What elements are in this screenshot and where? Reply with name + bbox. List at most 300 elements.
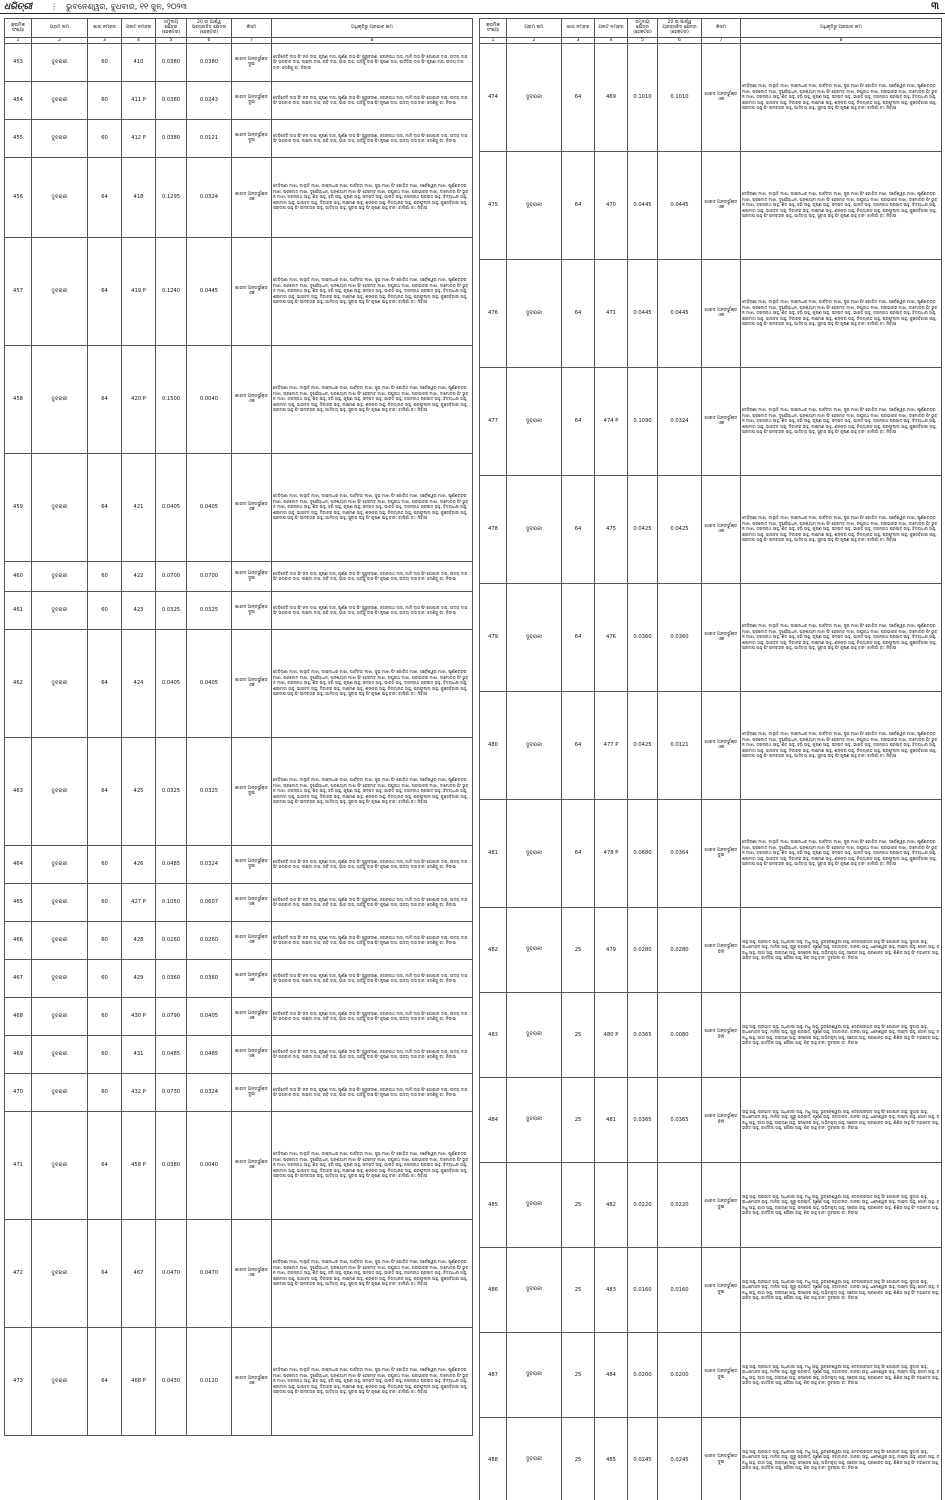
plot-number: 470 (595, 151, 628, 259)
proposed-area: 0.0405 (187, 997, 232, 1035)
total-area: 0.0700 (156, 561, 187, 591)
village-name: ଦୁବରାକୀ (507, 1332, 562, 1417)
page-number: ୩ (931, 1, 939, 12)
khata-number: 64 (88, 345, 122, 453)
table-row (480, 43, 942, 151)
serial-number: 468 (5, 997, 32, 1035)
khata-number: 60 (88, 1073, 122, 1111)
column-number: 6 (658, 37, 702, 43)
khata-number: 25 (562, 992, 595, 1077)
serial-number: 486 (480, 1247, 507, 1332)
plot-number: 481 (595, 1077, 628, 1162)
village-name: ଦୁବରାକୀ (507, 1417, 562, 1500)
owner-names: ସାହୁ ସାହୁ, ପ୍ରଭାତ ସାହୁ, ଅଧିକାରୀ ସାହୁ, ମଧୁ ସାହୁ, ଭୁବନେଶ୍ୱରୀ ସାହୁ, ଦେବୀପ୍ରସାଦ ସାହୁ ପିଂ ଗୋପାଳ ସାହୁ, ସୁଜାତା ସାହୁ, ରାଧାମୋହନ ସାହୁ, ମାଳିକ ସାହୁ, ଗୁରୁ ପ୍ରସାଦ, ପୂର୍ଣ୍ଣ ସାହୁ, ଜଗଦାନନ୍ଦ, ଜାନକୀ ସାହୁ, ଧନେଶ୍ୱର ସାହୁ, ଲକ୍ଷ୍ମୀ ସାହୁ, ସୋମ ସାହୁ, ବନ୍ଧୁ ସାହୁ, ଗୀତା ସାହୁ, ନାରାୟଣ ସାହୁ, ସନ୍ତୋଷ ସାହୁ, ଅଭିମନ୍ୟୁ ସାହୁ, ସରୋଜ ସାହୁ, ପ୍ରଶାନ୍ତ ସାହୁ, ଶିଶିର ସାହୁ ପିଂ ମହାଦେବ ସାହୁ, ଭରତ ସାହୁ, କାର୍ତ୍ତିକ ସାହୁ, ଗୌରୀ ସାହୁ, ଶିବ ସାହୁ ବାନ: ଦୁବରାକୀ ବା: ନିବାସୀ (741, 1162, 942, 1247)
owner-names: ଦେବିରାଣୀ ମାଝୀ, ମାଲୁତି ମାଝୀ, ଲକ୍ଷ୍ମୀଧର ମାଝୀ, ପାର୍ବ୍ବତୀ ମାଝୀ, ସୁଭ ମାଝୀ ପିଂ ଗୋବିନ୍ଦ ମାଝୀ, ସର୍ବେଶ୍ୱର ମାଝୀ, ପୂର୍ଣ୍ଣଚନ୍ଦ୍ର ମାଝୀ, ପ୍ରମୋଦ ମାଝୀ, ଦୁର୍ଯ୍ୟୋଧନ, ଘନଶ୍ୟାମ ମାଝୀ ପିଂ ହେରମ୍ବ ମାଝୀ, ରଘୁନାଥ ମାଝୀ, ପ୍ରଭାକର ମାଝୀ, ଦାମୋଦର ପିଂ ଭୁବନ ମାଝୀ, ଜଗନ୍ନାଥ ସାହୁ, ଶିବ ସାହୁ, ହରି ସାହୁ, କୃଷ୍ଣ ସାହୁ, ସମ୍ପଦ ସାହୁ, ଭାରତ ସାହୁ, ଜଗନ୍ନାଥ ପ୍ରସାଦ ସାହୁ, ବିଦ୍ୟାଧର ସାହୁ, ଶ୍ରୀମତୀ ସାହୁ, ଭାଗବତ ସାହୁ, ଦିବାକର ସାହୁ, ଲକ୍ଷ୍ମଣ ସାହୁ, ଶଙ୍କର ସାହୁ, ନିତ୍ୟାନନ୍ଦ ସାହୁ, ପ୍ରଫୁଲ୍ଲ ସାହୁ, କୁଞ୍ଜବିହାରୀ ସାହୁ, ପ୍ରଦୀପ ସାହୁ ପିଂ ରାମଚନ୍ଦ୍ର ସାହୁ, ଆଦିତ୍ୟ ସାହୁ, ସୁବାସ ସାହୁ ପିଂ କୃଷ୍ଣ ସାହୁ ବାନ: ବାଲିଗାଁ ବା: ନିବାସୀ (272, 1327, 473, 1435)
total-area: 0.0360 (628, 583, 658, 691)
total-area: 0.0380 (156, 1111, 187, 1219)
plot-number: 421 (122, 453, 156, 561)
proposed-area: 0.0405 (187, 629, 232, 737)
proposed-area: 0.0485 (187, 1035, 232, 1073)
total-area: 0.0260 (156, 921, 187, 959)
proposed-area: 0.0243 (187, 81, 232, 119)
serial-number: 473 (5, 1327, 32, 1435)
table-row (5, 1327, 473, 1435)
serial-number: 464 (5, 845, 32, 883)
table-row (5, 157, 473, 237)
khata-number: 60 (88, 959, 122, 997)
village-name: ଦୁବରାକୀ (507, 43, 562, 151)
dateline: ଭୁବନେଶ୍ୱର, ବୁଧବାର, ୧୧ ଜୁନ, ୨୦୨୩ (66, 1, 187, 11)
village-name: ଦୁବରାକୀ (507, 1077, 562, 1162)
land-class: ଶାରଦ ଅନ୍ତର୍ଭୁକ୍ତ ଦୁଇ (232, 43, 272, 81)
plot-number: 477 P (595, 691, 628, 799)
proposed-area: 0.0405 (187, 453, 232, 561)
plot-number: 428 (122, 921, 156, 959)
village-name: ଦୁବରାକୀ (507, 992, 562, 1077)
owner-names: ଦେବିଦେବି ଦାସ ପିଂ ନନ ଦାସ, କୃଷ୍ଣ ଦାସ, ପୂର୍ଣ୍ଣ ଦାସ ପିଂ ଗୁରୁଚରଣ, ଜଗନ୍ନାଥ ଦାସ, ମାନି ଦାସ ପିଂ ଗୋପାଳ ଦାସ, ଉଦୟ ଦାସ ପିଂ ଭଗବାନ ଦାସ, ଲକ୍ଷ୍ମୀ ଦାସ, ରବି ଦାସ, ଭାଗ ଦାସ, ଅର୍ଜ୍ଜୁ ଦାସ ପିଂ କୃଷ୍ଣ ଦାସ, ଉଦୟ ଦାସ ବାନ: ଦେଶିକୁ ବା: ନିବାସୀ (272, 591, 473, 629)
header-owners: ଅଧିକୃତିରୁ ପ୍ରଭାବ ନାମ (272, 19, 473, 38)
owner-names: ସାହୁ ସାହୁ, ପ୍ରଭାତ ସାହୁ, ଅଧିକାରୀ ସାହୁ, ମଧୁ ସାହୁ, ଭୁବନେଶ୍ୱରୀ ସାହୁ, ଦେବୀପ୍ରସାଦ ସାହୁ ପିଂ ଗୋପାଳ ସାହୁ, ସୁଜାତା ସାହୁ, ରାଧାମୋହନ ସାହୁ, ମାଳିକ ସାହୁ, ଗୁରୁ ପ୍ରସାଦ, ପୂର୍ଣ୍ଣ ସାହୁ, ଜଗଦାନନ୍ଦ, ଜାନକୀ ସାହୁ, ଧନେଶ୍ୱର ସାହୁ, ଲକ୍ଷ୍ମୀ ସାହୁ, ସୋମ ସାହୁ, ବନ୍ଧୁ ସାହୁ, ଗୀତା ସାହୁ, ନାରାୟଣ ସାହୁ, ସନ୍ତୋଷ ସାହୁ, ଅଭିମନ୍ୟୁ ସାହୁ, ସରୋଜ ସାହୁ, ପ୍ରଶାନ୍ତ ସାହୁ, ଶିଶିର ସାହୁ ପିଂ ମହାଦେବ ସାହୁ, ଭରତ ସାହୁ, କାର୍ତ୍ତିକ ସାହୁ, ଗୌରୀ ସାହୁ, ଶିବ ସାହୁ ବାନ: ଦୁବରାକୀ ବା: ନିବାସୀ (741, 907, 942, 992)
plot-number: 424 (122, 629, 156, 737)
column-number: 5 (628, 37, 658, 43)
newspaper-name: ଧରିତ୍ରୀ (4, 1, 33, 12)
table-row (5, 959, 473, 997)
total-area: 0.1050 (156, 883, 187, 921)
serial-number: 482 (480, 907, 507, 992)
village-name: ଦୁବରାକୀ (32, 157, 88, 237)
village-name: ଦୁବରାକୀ (32, 1219, 88, 1327)
khata-number: 25 (562, 907, 595, 992)
khata-number: 60 (88, 1035, 122, 1073)
proposed-area: 0.0324 (658, 367, 702, 475)
khata-number: 60 (88, 997, 122, 1035)
land-class: ଶାରଦ ଅନ୍ତର୍ଭୁକ୍ତ ଏକ (232, 1035, 272, 1073)
column-number: 8 (272, 37, 473, 43)
table-row (5, 43, 473, 81)
table-row (5, 237, 473, 345)
khata-number: 64 (562, 151, 595, 259)
column-number: 3 (88, 37, 122, 43)
table-row (480, 691, 942, 799)
khata-number: 60 (88, 43, 122, 81)
village-name: ଦୁବରାକୀ (32, 1035, 88, 1073)
column-number: 3 (562, 37, 595, 43)
total-area: 0.0380 (156, 43, 187, 81)
village-name: ଦୁବରାକୀ (507, 367, 562, 475)
total-area: 0.1010 (628, 43, 658, 151)
land-class: ଶାରଦ ଅନ୍ତର୍ଭୁକ୍ତ ତିନି (702, 1077, 741, 1162)
khata-number: 64 (88, 1219, 122, 1327)
plot-number: 474 P (595, 367, 628, 475)
serial-number: 458 (5, 345, 32, 453)
proposed-area: 0.0324 (187, 1073, 232, 1111)
village-name: ଦୁବରାକୀ (32, 997, 88, 1035)
column-header-row (5, 19, 473, 38)
proposed-area: 0.0360 (187, 959, 232, 997)
plot-number: 475 (595, 475, 628, 583)
header-total-area: ସମୁଦାୟ କ୍ଷେତ୍ର (ହେକ୍ଟର) (628, 19, 658, 38)
plot-number: 469 (595, 43, 628, 151)
total-area: 0.0470 (156, 1219, 187, 1327)
header-total-area: ସମୁଦାୟ କ୍ଷେତ୍ର (ହେକ୍ଟର) (156, 19, 187, 38)
owner-names: ଦେବିରାଣୀ ମାଝୀ, ମାଲୁତି ମାଝୀ, ଲକ୍ଷ୍ମୀଧର ମାଝୀ, ପାର୍ବ୍ବତୀ ମାଝୀ, ସୁଭ ମାଝୀ ପିଂ ଗୋବିନ୍ଦ ମାଝୀ, ସର୍ବେଶ୍ୱର ମାଝୀ, ପୂର୍ଣ୍ଣଚନ୍ଦ୍ର ମାଝୀ, ପ୍ରମୋଦ ମାଝୀ, ଦୁର୍ଯ୍ୟୋଧନ, ଘନଶ୍ୟାମ ମାଝୀ ପିଂ ହେରମ୍ବ ମାଝୀ, ରଘୁନାଥ ମାଝୀ, ପ୍ରଭାକର ମାଝୀ, ଦାମୋଦର ପିଂ ଭୁବନ ମାଝୀ, ଜଗନ୍ନାଥ ସାହୁ, ଶିବ ସାହୁ, ହରି ସାହୁ, କୃଷ୍ଣ ସାହୁ, ସମ୍ପଦ ସାହୁ, ଭାରତ ସାହୁ, ଜଗନ୍ନାଥ ପ୍ରସାଦ ସାହୁ, ବିଦ୍ୟାଧର ସାହୁ, ଶ୍ରୀମତୀ ସାହୁ, ଭାଗବତ ସାହୁ, ଦିବାକର ସାହୁ, ଲକ୍ଷ୍ମଣ ସାହୁ, ଶଙ୍କର ସାହୁ, ନିତ୍ୟାନନ୍ଦ ସାହୁ, ପ୍ରଫୁଲ୍ଲ ସାହୁ, କୁଞ୍ଜବିହାରୀ ସାହୁ, ପ୍ରଦୀପ ସାହୁ ପିଂ ରାମଚନ୍ଦ୍ର ସାହୁ, ଆଦିତ୍ୟ ସାହୁ, ସୁବାସ ସାହୁ ପିଂ କୃଷ୍ଣ ସାହୁ ବାନ: ବାଲିଗାଁ ବା: ନିବାସୀ (741, 151, 942, 259)
plot-number: 432 P (122, 1073, 156, 1111)
khata-number: 64 (88, 629, 122, 737)
land-class: ଶାରଦ ଅନ୍ତର୍ଭୁକ୍ତ ଦୁଇ (702, 1162, 741, 1247)
khata-number: 25 (562, 1417, 595, 1500)
serial-number: 469 (5, 1035, 32, 1073)
land-class: ଶାରଦ ଅନ୍ତର୍ଭୁକ୍ତ ଦୁଇ (702, 1332, 741, 1417)
owner-names: ଦେବିରାଣୀ ମାଝୀ, ମାଲୁତି ମାଝୀ, ଲକ୍ଷ୍ମୀଧର ମାଝୀ, ପାର୍ବ୍ବତୀ ମାଝୀ, ସୁଭ ମାଝୀ ପିଂ ଗୋବିନ୍ଦ ମାଝୀ, ସର୍ବେଶ୍ୱର ମାଝୀ, ପୂର୍ଣ୍ଣଚନ୍ଦ୍ର ମାଝୀ, ପ୍ରମୋଦ ମାଝୀ, ଦୁର୍ଯ୍ୟୋଧନ, ଘନଶ୍ୟାମ ମାଝୀ ପିଂ ହେରମ୍ବ ମାଝୀ, ରଘୁନାଥ ମାଝୀ, ପ୍ରଭାକର ମାଝୀ, ଦାମୋଦର ପିଂ ଭୁବନ ମାଝୀ, ଜଗନ୍ନାଥ ସାହୁ, ଶିବ ସାହୁ, ହରି ସାହୁ, କୃଷ୍ଣ ସାହୁ, ସମ୍ପଦ ସାହୁ, ଭାରତ ସାହୁ, ଜଗନ୍ନାଥ ପ୍ରସାଦ ସାହୁ, ବିଦ୍ୟାଧର ସାହୁ, ଶ୍ରୀମତୀ ସାହୁ, ଭାଗବତ ସାହୁ, ଦିବାକର ସାହୁ, ଲକ୍ଷ୍ମଣ ସାହୁ, ଶଙ୍କର ସାହୁ, ନିତ୍ୟାନନ୍ଦ ସାହୁ, ପ୍ରଫୁଲ୍ଲ ସାହୁ, କୁଞ୍ଜବିହାରୀ ସାହୁ, ପ୍ରଦୀପ ସାହୁ ପିଂ ରାମଚନ୍ଦ୍ର ସାହୁ, ଆଦିତ୍ୟ ସାହୁ, ସୁବାସ ସାହୁ ପିଂ କୃଷ୍ଣ ସାହୁ ବାନ: ବାଲିଗାଁ ବା: ନିବାସୀ (272, 345, 473, 453)
land-class: ଶାରଦ ଅନ୍ତର୍ଭୁକ୍ତ ଏକ (232, 883, 272, 921)
serial-number: 463 (5, 737, 32, 845)
plot-number: 410 (122, 43, 156, 81)
total-area: 0.0380 (156, 119, 187, 157)
land-class: ଶାରଦ ଅନ୍ତର୍ଭୁକ୍ତ ଏକ (232, 921, 272, 959)
serial-number: 481 (480, 799, 507, 907)
proposed-area: 0.0040 (187, 1111, 232, 1219)
owner-names: ଦେବିରାଣୀ ମାଝୀ, ମାଲୁତି ମାଝୀ, ଲକ୍ଷ୍ମୀଧର ମାଝୀ, ପାର୍ବ୍ବତୀ ମାଝୀ, ସୁଭ ମାଝୀ ପିଂ ଗୋବିନ୍ଦ ମାଝୀ, ସର୍ବେଶ୍ୱର ମାଝୀ, ପୂର୍ଣ୍ଣଚନ୍ଦ୍ର ମାଝୀ, ପ୍ରମୋଦ ମାଝୀ, ଦୁର୍ଯ୍ୟୋଧନ, ଘନଶ୍ୟାମ ମାଝୀ ପିଂ ହେରମ୍ବ ମାଝୀ, ରଘୁନାଥ ମାଝୀ, ପ୍ରଭାକର ମାଝୀ, ଦାମୋଦର ପିଂ ଭୁବନ ମାଝୀ, ଜଗନ୍ନାଥ ସାହୁ, ଶିବ ସାହୁ, ହରି ସାହୁ, କୃଷ୍ଣ ସାହୁ, ସମ୍ପଦ ସାହୁ, ଭାରତ ସାହୁ, ଜଗନ୍ନାଥ ପ୍ରସାଦ ସାହୁ, ବିଦ୍ୟାଧର ସାହୁ, ଶ୍ରୀମତୀ ସାହୁ, ଭାଗବତ ସାହୁ, ଦିବାକର ସାହୁ, ଲକ୍ଷ୍ମଣ ସାହୁ, ଶଙ୍କର ସାହୁ, ନିତ୍ୟାନନ୍ଦ ସାହୁ, ପ୍ରଫୁଲ୍ଲ ସାହୁ, କୁଞ୍ଜବିହାରୀ ସାହୁ, ପ୍ରଦୀପ ସାହୁ ପିଂ ରାମଚନ୍ଦ୍ର ସାହୁ, ଆଦିତ୍ୟ ସାହୁ, ସୁବାସ ସାହୁ ପିଂ କୃଷ୍ଣ ସାହୁ ବାନ: ବାଲିଗାଁ ବା: ନିବାସୀ (741, 691, 942, 799)
table-row (5, 737, 473, 845)
khata-number: 64 (562, 367, 595, 475)
header-owners: ଅଧିକୃତିରୁ ପ୍ରଭାବ ନାମ (741, 19, 942, 38)
land-class: ଶାରଦ ଅନ୍ତର୍ଭୁକ୍ତ ଏକ (232, 1111, 272, 1219)
masthead-separator: ⋮ (50, 2, 59, 11)
table-row (480, 151, 942, 259)
table-row (480, 799, 942, 907)
village-name: ଦୁବରାକୀ (507, 1162, 562, 1247)
total-area: 0.0380 (156, 81, 187, 119)
serial-number: 476 (480, 259, 507, 367)
header-khata: ଖାତା ନମ୍ବର (562, 19, 595, 38)
village-name: ଦୁବରାକୀ (32, 1111, 88, 1219)
plot-number: 422 (122, 561, 156, 591)
land-class: ଶାରଦ ଅନ୍ତର୍ଭୁକ୍ତ ଦୁଇ (232, 845, 272, 883)
land-class: ଶାରଦ ଅନ୍ତର୍ଭୁକ୍ତ ଦୁଇ (232, 737, 272, 845)
proposed-area: 0.0325 (187, 591, 232, 629)
land-class: ଶାରଦ ଅନ୍ତର୍ଭୁକ୍ତ ତିନି (702, 907, 741, 992)
proposed-area: 0.0360 (658, 583, 702, 691)
table-row (5, 591, 473, 629)
village-name: ଦୁବରାକୀ (32, 453, 88, 561)
total-area: 0.0425 (628, 691, 658, 799)
header-khata: ଖାତା ନମ୍ବର (88, 19, 122, 38)
owner-names: ଦେବିଦେବି ଦାସ ପିଂ ନନ ଦାସ, କୃଷ୍ଣ ଦାସ, ପୂର୍ଣ୍ଣ ଦାସ ପିଂ ଗୁରୁଚରଣ, ଜଗନ୍ନାଥ ଦାସ, ମାନି ଦାସ ପିଂ ଗୋପାଳ ଦାସ, ଉଦୟ ଦାସ ପିଂ ଭଗବାନ ଦାସ, ଲକ୍ଷ୍ମୀ ଦାସ, ରବି ଦାସ, ଭାଗ ଦାସ, ଅର୍ଜ୍ଜୁ ଦାସ ପିଂ କୃଷ୍ଣ ଦାସ, ଉଦୟ ଦାସ ବାନ: ଦେଶିକୁ ବା: ନିବାସୀ (272, 561, 473, 591)
khata-number: 25 (562, 1247, 595, 1332)
village-name: ଦୁବରାକୀ (507, 583, 562, 691)
plot-number: 478 P (595, 799, 628, 907)
table-row (5, 845, 473, 883)
table-row (480, 475, 942, 583)
owner-names: ଦେବିଦେବି ଦାସ ପିଂ ନନ ଦାସ, କୃଷ୍ଣ ଦାସ, ପୂର୍ଣ୍ଣ ଦାସ ପିଂ ଗୁରୁଚରଣ, ଜଗନ୍ନାଥ ଦାସ, ମାନି ଦାସ ପିଂ ଗୋପାଳ ଦାସ, ଉଦୟ ଦାସ ପିଂ ଭଗବାନ ଦାସ, ଲକ୍ଷ୍ମୀ ଦାସ, ରବି ଦାସ, ଭାଗ ଦାସ, ଅର୍ଜ୍ଜୁ ଦାସ ପିଂ କୃଷ୍ଣ ଦାସ, କାର୍ତ୍ତିକ ଦାସ ପିଂ କୃଷ୍ଣ ଦାସ, ଉଦୟ ଦାସ ବାନ: ଦେଶିକୁ ବା: ନିବାସୀ (272, 43, 473, 81)
khata-number: 60 (88, 845, 122, 883)
village-name: ଦୁବରାକୀ (32, 345, 88, 453)
header-land-class: କିସମ (702, 19, 741, 38)
column-number: 6 (187, 37, 232, 43)
khata-number: 60 (88, 591, 122, 629)
table-row (480, 992, 942, 1077)
land-class: ଶାରଦ ଅନ୍ତର୍ଭୁକ୍ତ ଏକ (232, 959, 272, 997)
proposed-area: 0.0364 (658, 799, 702, 907)
table-row (480, 583, 942, 691)
village-name: ଦୁବରାକୀ (32, 237, 88, 345)
column-number: 1 (5, 37, 32, 43)
serial-number: 462 (5, 629, 32, 737)
village-name: ଦୁବରାକୀ (32, 119, 88, 157)
serial-number: 471 (5, 1111, 32, 1219)
serial-number: 479 (480, 583, 507, 691)
proposed-area: 0.0445 (658, 259, 702, 367)
owner-names: ଦେବିଦେବି ଦାସ ପିଂ ନନ ଦାସ, କୃଷ୍ଣ ଦାସ, ପୂର୍ଣ୍ଣ ଦାସ ପିଂ ଗୁରୁଚରଣ, ଜଗନ୍ନାଥ ଦାସ, ମାନି ଦାସ ପିଂ ଗୋପାଳ ଦାସ, ଉଦୟ ଦାସ ପିଂ ଭଗବାନ ଦାସ, ଲକ୍ଷ୍ମୀ ଦାସ, ରବି ଦାସ, ଭାଗ ଦାସ, ଅର୍ଜ୍ଜୁ ଦାସ ପିଂ କୃଷ୍ଣ ଦାସ, ଉଦୟ ଦାସ ବାନ: ଦେଶିକୁ ବା: ନିବାସୀ (272, 959, 473, 997)
owner-names: ଦେବିରାଣୀ ମାଝୀ, ମାଲୁତି ମାଝୀ, ଲକ୍ଷ୍ମୀଧର ମାଝୀ, ପାର୍ବ୍ବତୀ ମାଝୀ, ସୁଭ ମାଝୀ ପିଂ ଗୋବିନ୍ଦ ମାଝୀ, ସର୍ବେଶ୍ୱର ମାଝୀ, ପୂର୍ଣ୍ଣଚନ୍ଦ୍ର ମାଝୀ, ପ୍ରମୋଦ ମାଝୀ, ଦୁର୍ଯ୍ୟୋଧନ, ଘନଶ୍ୟାମ ମାଝୀ ପିଂ ହେରମ୍ବ ମାଝୀ, ରଘୁନାଥ ମାଝୀ, ପ୍ରଭାକର ମାଝୀ, ଦାମୋଦର ପିଂ ଭୁବନ ମାଝୀ, ଜଗନ୍ନାଥ ସାହୁ, ଶିବ ସାହୁ, ହରି ସାହୁ, କୃଷ୍ଣ ସାହୁ, ସମ୍ପଦ ସାହୁ, ଭାରତ ସାହୁ, ଜଗନ୍ନାଥ ପ୍ରସାଦ ସାହୁ, ବିଦ୍ୟାଧର ସାହୁ, ଶ୍ରୀମତୀ ସାହୁ, ଭାଗବତ ସାହୁ, ଦିବାକର ସାହୁ, ଲକ୍ଷ୍ମଣ ସାହୁ, ଶଙ୍କର ସାହୁ, ନିତ୍ୟାନନ୍ଦ ସାହୁ, ପ୍ରଫୁଲ୍ଲ ସାହୁ, କୁଞ୍ଜବିହାରୀ ସାହୁ, ପ୍ରଦୀପ ସାହୁ ପିଂ ରାମଚନ୍ଦ୍ର ସାହୁ, ଆଦିତ୍ୟ ସାହୁ, ସୁବାସ ସାହୁ ପିଂ କୃଷ୍ଣ ସାହୁ ବାନ: ବାଲିଗାଁ ବା: ନିବାସୀ (741, 259, 942, 367)
total-area: 0.0485 (156, 845, 187, 883)
village-name: ଦୁବରାକୀ (32, 629, 88, 737)
total-area: 0.0160 (628, 1247, 658, 1332)
serial-number: 454 (5, 81, 32, 119)
land-class: ଶାରଦ ଅନ୍ତର୍ଭୁକ୍ତ ଦୁଇ (232, 119, 272, 157)
proposed-area: 0.0245 (658, 1417, 702, 1500)
village-name: ଦୁବରାକୀ (507, 1247, 562, 1332)
total-area: 0.0325 (156, 737, 187, 845)
land-acquisition-table-left (4, 18, 473, 1436)
owner-names: ଦେବିଦେବି ଦାସ ପିଂ ନନ ଦାସ, କୃଷ୍ଣ ଦାସ, ପୂର୍ଣ୍ଣ ଦାସ ପିଂ ଗୁରୁଚରଣ, ଜଗନ୍ନାଥ ଦାସ, ମାନି ଦାସ ପିଂ ଗୋପାଳ ଦାସ, ଉଦୟ ଦାସ ପିଂ ଭଗବାନ ଦାସ, ଲକ୍ଷ୍ମୀ ଦାସ, ରବି ଦାସ, ଭାଗ ଦାସ, ଅର୍ଜ୍ଜୁ ଦାସ ପିଂ କୃଷ୍ଣ ଦାସ, ଉଦୟ ଦାସ ବାନ: ଦେଶିକୁ ବା: ନିବାସୀ (272, 81, 473, 119)
proposed-area: 0.0445 (187, 237, 232, 345)
plot-number: 471 (595, 259, 628, 367)
owner-names: ଦେବିରାଣୀ ମାଝୀ, ମାଲୁତି ମାଝୀ, ଲକ୍ଷ୍ମୀଧର ମାଝୀ, ପାର୍ବ୍ବତୀ ମାଝୀ, ସୁଭ ମାଝୀ ପିଂ ଗୋବିନ୍ଦ ମାଝୀ, ସର୍ବେଶ୍ୱର ମାଝୀ, ପୂର୍ଣ୍ଣଚନ୍ଦ୍ର ମାଝୀ, ପ୍ରମୋଦ ମାଝୀ, ଦୁର୍ଯ୍ୟୋଧନ, ଘନଶ୍ୟାମ ମାଝୀ ପିଂ ହେରମ୍ବ ମାଝୀ, ରଘୁନାଥ ମାଝୀ, ପ୍ରଭାକର ମାଝୀ, ଦାମୋଦର ପିଂ ଭୁବନ ମାଝୀ, ଜଗନ୍ନାଥ ସାହୁ, ଶିବ ସାହୁ, ହରି ସାହୁ, କୃଷ୍ଣ ସାହୁ, ସମ୍ପଦ ସାହୁ, ଭାରତ ସାହୁ, ଜଗନ୍ନାଥ ପ୍ରସାଦ ସାହୁ, ବିଦ୍ୟାଧର ସାହୁ, ଶ୍ରୀମତୀ ସାହୁ, ଭାଗବତ ସାହୁ, ଦିବାକର ସାହୁ, ଲକ୍ଷ୍ମଣ ସାହୁ, ଶଙ୍କର ସାହୁ, ନିତ୍ୟାନନ୍ଦ ସାହୁ, ପ୍ରଫୁଲ୍ଲ ସାହୁ, କୁଞ୍ଜବିହାରୀ ସାହୁ, ପ୍ରଦୀପ ସାହୁ ପିଂ ରାମଚନ୍ଦ୍ର ସାହୁ, ଆଦିତ୍ୟ ସାହୁ, ସୁବାସ ସାହୁ ପିଂ କୃଷ୍ଣ ସାହୁ ବାନ: ବାଲିଗାଁ ବା: ନିବାସୀ (741, 799, 942, 907)
table-row (480, 1332, 942, 1417)
khata-number: 25 (562, 1162, 595, 1247)
proposed-area: 0.0121 (187, 119, 232, 157)
khata-number: 64 (562, 43, 595, 151)
khata-number: 64 (88, 1111, 122, 1219)
proposed-area: 0.0425 (658, 475, 702, 583)
total-area: 0.0365 (628, 1077, 658, 1162)
village-name: ଦୁବରାକୀ (507, 799, 562, 907)
plot-number: 468 P (122, 1327, 156, 1435)
total-area: 0.1090 (628, 367, 658, 475)
total-area: 0.0425 (628, 475, 658, 583)
land-class: ଶାରଦ ଅନ୍ତର୍ଭୁକ୍ତ ଦୁଇ (702, 1417, 741, 1500)
table-row (480, 907, 942, 992)
header-plot: ପ୍ଲଟ ନମ୍ବର (122, 19, 156, 38)
owner-names: ସାହୁ ସାହୁ, ପ୍ରଭାତ ସାହୁ, ଅଧିକାରୀ ସାହୁ, ମଧୁ ସାହୁ, ଭୁବନେଶ୍ୱରୀ ସାହୁ, ଦେବୀପ୍ରସାଦ ସାହୁ ପିଂ ଗୋପାଳ ସାହୁ, ସୁଜାତା ସାହୁ, ରାଧାମୋହନ ସାହୁ, ମାଳିକ ସାହୁ, ଗୁରୁ ପ୍ରସାଦ, ପୂର୍ଣ୍ଣ ସାହୁ, ଜଗଦାନନ୍ଦ, ଜାନକୀ ସାହୁ, ଧନେଶ୍ୱର ସାହୁ, ଲକ୍ଷ୍ମୀ ସାହୁ, ସୋମ ସାହୁ, ବନ୍ଧୁ ସାହୁ, ଗୀତା ସାହୁ, ନାରାୟଣ ସାହୁ, ସନ୍ତୋଷ ସାହୁ, ଅଭିମନ୍ୟୁ ସାହୁ, ସରୋଜ ସାହୁ, ପ୍ରଶାନ୍ତ ସାହୁ, ଶିଶିର ସାହୁ ପିଂ ମହାଦେବ ସାହୁ, ଭରତ ସାହୁ, କାର୍ତ୍ତିକ ସାହୁ, ଗୌରୀ ସାହୁ, ଶିବ ସାହୁ ବାନ: ଦୁବରାକୀ ବା: ନିବାସୀ (741, 1332, 942, 1417)
column-number: 7 (232, 37, 272, 43)
plot-number: 458 P (122, 1111, 156, 1219)
land-class: ଶାରଦ ଅନ୍ତର୍ଭୁକ୍ତ ଏକ (702, 259, 741, 367)
header-proposed-area: 20 ଉ ପାର୍ଶ୍ୱ ପ୍ରସ୍ତାବିତ କ୍ଷେତ୍ର (ହେକ୍ଟର) (187, 19, 232, 38)
proposed-area: 0.0200 (658, 1332, 702, 1417)
village-name: ଦୁବରାକୀ (507, 151, 562, 259)
khata-number: 60 (88, 561, 122, 591)
proposed-area: 0.0470 (187, 1219, 232, 1327)
land-class: ଶାରଦ ଅନ୍ତର୍ଭୁକ୍ତ ଦୁଇ (232, 81, 272, 119)
proposed-area: 0.0324 (187, 845, 232, 883)
serial-number: 475 (480, 151, 507, 259)
land-class: ଶାରଦ ଅନ୍ତର୍ଭୁକ୍ତ ଏକ (702, 475, 741, 583)
serial-number: 456 (5, 157, 32, 237)
owner-names: ଦେବିଦେବି ଦାସ ପିଂ ନନ ଦାସ, କୃଷ୍ଣ ଦାସ, ପୂର୍ଣ୍ଣ ଦାସ ପିଂ ଗୁରୁଚରଣ, ଜଗନ୍ନାଥ ଦାସ, ମାନି ଦାସ ପିଂ ଗୋପାଳ ଦାସ, ଉଦୟ ଦାସ ପିଂ ଭଗବାନ ଦାସ, ଲକ୍ଷ୍ମୀ ଦାସ, ରବି ଦାସ, ଭାଗ ଦାସ, ଅର୍ଜ୍ଜୁ ଦାସ ପିଂ କୃଷ୍ଣ ଦାସ, ଉଦୟ ଦାସ ବାନ: ଦେଶିକୁ ବା: ନିବାସୀ (272, 997, 473, 1035)
column-header-row (480, 19, 942, 38)
owner-names: ଦେବିରାଣୀ ମାଝୀ, ମାଲୁତି ମାଝୀ, ଲକ୍ଷ୍ମୀଧର ମାଝୀ, ପାର୍ବ୍ବତୀ ମାଝୀ, ସୁଭ ମାଝୀ ପିଂ ଗୋବିନ୍ଦ ମାଝୀ, ସର୍ବେଶ୍ୱର ମାଝୀ, ପୂର୍ଣ୍ଣଚନ୍ଦ୍ର ମାଝୀ, ପ୍ରମୋଦ ମାଝୀ, ଦୁର୍ଯ୍ୟୋଧନ, ଘନଶ୍ୟାମ ମାଝୀ ପିଂ ହେରମ୍ବ ମାଝୀ, ରଘୁନାଥ ମାଝୀ, ପ୍ରଭାକର ମାଝୀ, ଦାମୋଦର ପିଂ ଭୁବନ ମାଝୀ, ଜଗନ୍ନାଥ ସାହୁ, ଶିବ ସାହୁ, ହରି ସାହୁ, କୃଷ୍ଣ ସାହୁ, ସମ୍ପଦ ସାହୁ, ଭାରତ ସାହୁ, ଜଗନ୍ନାଥ ପ୍ରସାଦ ସାହୁ, ବିଦ୍ୟାଧର ସାହୁ, ଶ୍ରୀମତୀ ସାହୁ, ଭାଗବତ ସାହୁ, ଦିବାକର ସାହୁ, ଲକ୍ଷ୍ମଣ ସାହୁ, ଶଙ୍କର ସାହୁ, ନିତ୍ୟାନନ୍ଦ ସାହୁ, ପ୍ରଫୁଲ୍ଲ ସାହୁ, କୁଞ୍ଜବିହାରୀ ସାହୁ, ପ୍ରଦୀପ ସାହୁ ପିଂ ରାମଚନ୍ଦ୍ର ସାହୁ, ଆଦିତ୍ୟ ସାହୁ, ସୁବାସ ସାହୁ ପିଂ କୃଷ୍ଣ ସାହୁ ବାନ: ବାଲିଗାଁ ବା: ନିବାସୀ (272, 453, 473, 561)
serial-number: 474 (480, 43, 507, 151)
owner-names: ଦେବିରାଣୀ ମାଝୀ, ମାଲୁତି ମାଝୀ, ଲକ୍ଷ୍ମୀଧର ମାଝୀ, ପାର୍ବ୍ବତୀ ମାଝୀ, ସୁଭ ମାଝୀ ପିଂ ଗୋବିନ୍ଦ ମାଝୀ, ସର୍ବେଶ୍ୱର ମାଝୀ, ପୂର୍ଣ୍ଣଚନ୍ଦ୍ର ମାଝୀ, ପ୍ରମୋଦ ମାଝୀ, ଦୁର୍ଯ୍ୟୋଧନ, ଘନଶ୍ୟାମ ମାଝୀ ପିଂ ହେରମ୍ବ ମାଝୀ, ରଘୁନାଥ ମାଝୀ, ପ୍ରଭାକର ମାଝୀ, ଦାମୋଦର ପିଂ ଭୁବନ ମାଝୀ, ଜଗନ୍ନାଥ ସାହୁ, ଶିବ ସାହୁ, ହରି ସାହୁ, କୃଷ୍ଣ ସାହୁ, ସମ୍ପଦ ସାହୁ, ଭାରତ ସାହୁ, ଜଗନ୍ନାଥ ପ୍ରସାଦ ସାହୁ, ବିଦ୍ୟାଧର ସାହୁ, ଶ୍ରୀମତୀ ସାହୁ, ଭାଗବତ ସାହୁ, ଦିବାକର ସାହୁ, ଲକ୍ଷ୍ମଣ ସାହୁ, ଶଙ୍କର ସାହୁ, ନିତ୍ୟାନନ୍ଦ ସାହୁ, ପ୍ରଫୁଲ୍ଲ ସାହୁ, କୁଞ୍ଜବିହାରୀ ସାହୁ, ପ୍ରଦୀପ ସାହୁ ପିଂ ରାମଚନ୍ଦ୍ର ସାହୁ, ଆଦିତ୍ୟ ସାହୁ, ସୁବାସ ସାହୁ ପିଂ କୃଷ୍ଣ ସାହୁ ବାନ: ବାଲିଗାଁ ବା: ନିବାସୀ (741, 367, 942, 475)
serial-number: 480 (480, 691, 507, 799)
khata-number: 60 (88, 921, 122, 959)
plot-number: 427 P (122, 883, 156, 921)
proposed-area: 0.0040 (187, 345, 232, 453)
land-class: ଶାରଦ ଅନ୍ତର୍ଭୁକ୍ତ ଏକ (232, 157, 272, 237)
owner-names: ଦେବିରାଣୀ ମାଝୀ, ମାଲୁତି ମାଝୀ, ଲକ୍ଷ୍ମୀଧର ମାଝୀ, ପାର୍ବ୍ବତୀ ମାଝୀ, ସୁଭ ମାଝୀ ପିଂ ଗୋବିନ୍ଦ ମାଝୀ, ସର୍ବେଶ୍ୱର ମାଝୀ, ପୂର୍ଣ୍ଣଚନ୍ଦ୍ର ମାଝୀ, ପ୍ରମୋଦ ମାଝୀ, ଦୁର୍ଯ୍ୟୋଧନ, ଘନଶ୍ୟାମ ମାଝୀ ପିଂ ହେରମ୍ବ ମାଝୀ, ରଘୁନାଥ ମାଝୀ, ପ୍ରଭାକର ମାଝୀ, ଦାମୋଦର ପିଂ ଭୁବନ ମାଝୀ, ଜଗନ୍ନାଥ ସାହୁ, ଶିବ ସାହୁ, ହରି ସାହୁ, କୃଷ୍ଣ ସାହୁ, ସମ୍ପଦ ସାହୁ, ଭାରତ ସାହୁ, ଜଗନ୍ନାଥ ପ୍ରସାଦ ସାହୁ, ବିଦ୍ୟାଧର ସାହୁ, ଶ୍ରୀମତୀ ସାହୁ, ଭାଗବତ ସାହୁ, ଦିବାକର ସାହୁ, ଲକ୍ଷ୍ମଣ ସାହୁ, ଶଙ୍କର ସାହୁ, ନିତ୍ୟାନନ୍ଦ ସାହୁ, ପ୍ରଫୁଲ୍ଲ ସାହୁ, କୁଞ୍ଜବିହାରୀ ସାହୁ, ପ୍ରଦୀପ ସାହୁ ପିଂ ରାମଚନ୍ଦ୍ର ସାହୁ, ଆଦିତ୍ୟ ସାହୁ, ସୁବାସ ସାହୁ ପିଂ କୃଷ୍ଣ ସାହୁ ବାନ: ବାଲିଗାଁ ବା: ନିବାସୀ (272, 1219, 473, 1327)
owner-names: ସାହୁ ସାହୁ, ପ୍ରଭାତ ସାହୁ, ଅଧିକାରୀ ସାହୁ, ମଧୁ ସାହୁ, ଭୁବନେଶ୍ୱରୀ ସାହୁ, ଦେବୀପ୍ରସାଦ ସାହୁ ପିଂ ଗୋପାଳ ସାହୁ, ସୁଜାତା ସାହୁ, ରାଧାମୋହନ ସାହୁ, ମାଳିକ ସାହୁ, ଗୁରୁ ପ୍ରସାଦ, ପୂର୍ଣ୍ଣ ସାହୁ, ଜଗଦାନନ୍ଦ, ଜାନକୀ ସାହୁ, ଧନେଶ୍ୱର ସାହୁ, ଲକ୍ଷ୍ମୀ ସାହୁ, ସୋମ ସାହୁ, ବନ୍ଧୁ ସାହୁ, ଗୀତା ସାହୁ, ନାରାୟଣ ସାହୁ, ସନ୍ତୋଷ ସାହୁ, ଅଭିମନ୍ୟୁ ସାହୁ, ସରୋଜ ସାହୁ, ପ୍ରଶାନ୍ତ ସାହୁ, ଶିଶିର ସାହୁ ପିଂ ମହାଦେବ ସାହୁ, ଭରତ ସାହୁ, କାର୍ତ୍ତିକ ସାହୁ, ଗୌରୀ ସାହୁ, ଶିବ ସାହୁ ବାନ: ଦୁବରାକୀ ବା: ନିବାସୀ (741, 1247, 942, 1332)
village-name: ଦୁବରାକୀ (507, 475, 562, 583)
village-name: ଦୁବରାକୀ (32, 43, 88, 81)
khata-number: 64 (562, 583, 595, 691)
table-row (480, 1162, 942, 1247)
owner-names: ଦେବିଦେବି ଦାସ ପିଂ ନନ ଦାସ, କୃଷ୍ଣ ଦାସ, ପୂର୍ଣ୍ଣ ଦାସ ପିଂ ଗୁରୁଚରଣ, ଜଗନ୍ନାଥ ଦାସ, ମାନି ଦାସ ପିଂ ଗୋପାଳ ଦାସ, ଉଦୟ ଦାସ ପିଂ ଭଗବାନ ଦାସ, ଲକ୍ଷ୍ମୀ ଦାସ, ରବି ଦାସ, ଭାଗ ଦାସ, ଅର୍ଜ୍ଜୁ ଦାସ ପିଂ କୃଷ୍ଣ ଦାସ, ଉଦୟ ଦାସ ବାନ: ଦେଶିକୁ ବା: ନିବାସୀ (272, 883, 473, 921)
masthead (0, 0, 945, 14)
total-area: 0.0730 (156, 1073, 187, 1111)
khata-number: 64 (562, 799, 595, 907)
header-serial: କ୍ରମିକ ସଂଖ୍ୟା (5, 19, 32, 38)
serial-number: 478 (480, 475, 507, 583)
proposed-area: 0.0260 (187, 921, 232, 959)
serial-number: 460 (5, 561, 32, 591)
owner-names: ଦେବିଦେବି ଦାସ ପିଂ ନନ ଦାସ, କୃଷ୍ଣ ଦାସ, ପୂର୍ଣ୍ଣ ଦାସ ପିଂ ଗୁରୁଚରଣ, ଜଗନ୍ନାଥ ଦାସ, ମାନି ଦାସ ପିଂ ଗୋପାଳ ଦାସ, ଉଦୟ ଦାସ ପିଂ ଭଗବାନ ଦାସ, ଲକ୍ଷ୍ମୀ ଦାସ, ରବି ଦାସ, ଭାଗ ଦାସ, ଅର୍ଜ୍ଜୁ ଦାସ ପିଂ କୃଷ୍ଣ ଦାସ, ଉଦୟ ଦାସ ବାନ: ଦେଶିକୁ ବା: ନିବାସୀ (272, 921, 473, 959)
total-area: 0.0430 (156, 1327, 187, 1435)
owner-names: ସାହୁ ସାହୁ, ପ୍ରଭାତ ସାହୁ, ଅଧିକାରୀ ସାହୁ, ମଧୁ ସାହୁ, ଭୁବନେଶ୍ୱରୀ ସାହୁ, ଦେବୀପ୍ରସାଦ ସାହୁ ପିଂ ଗୋପାଳ ସାହୁ, ସୁଜାତା ସାହୁ, ରାଧାମୋହନ ସାହୁ, ମାଳିକ ସାହୁ, ଗୁରୁ ପ୍ରସାଦ, ପୂର୍ଣ୍ଣ ସାହୁ, ଜଗଦାନନ୍ଦ, ଜାନକୀ ସାହୁ, ଧନେଶ୍ୱର ସାହୁ, ଲକ୍ଷ୍ମୀ ସାହୁ, ସୋମ ସାହୁ, ବନ୍ଧୁ ସାହୁ, ଗୀତା ସାହୁ, ନାରାୟଣ ସାହୁ, ସନ୍ତୋଷ ସାହୁ, ଅଭିମନ୍ୟୁ ସାହୁ, ସରୋଜ ସାହୁ, ପ୍ରଶାନ୍ତ ସାହୁ, ଶିଶିର ସାହୁ ପିଂ ମହାଦେବ ସାହୁ, ଭରତ ସାହୁ, କାର୍ତ୍ତିକ ସାହୁ, ଗୌରୀ ସାହୁ, ଶିବ ସାହୁ ବାନ: ଦୁବରାକୀ ବା: ନିବାସୀ (741, 1417, 942, 1500)
total-area: 0.0325 (156, 591, 187, 629)
column-number: 4 (122, 37, 156, 43)
table-row (5, 883, 473, 921)
column-number: 2 (507, 37, 562, 43)
khata-number: 64 (88, 1327, 122, 1435)
village-name: ଦୁବରାକୀ (507, 259, 562, 367)
owner-names: ଦେବିଦେବି ଦାସ ପିଂ ନନ ଦାସ, କୃଷ୍ଣ ଦାସ, ପୂର୍ଣ୍ଣ ଦାସ ପିଂ ଗୁରୁଚରଣ, ଜଗନ୍ନାଥ ଦାସ, ମାନି ଦାସ ପିଂ ଗୋପାଳ ଦାସ, ଉଦୟ ଦାସ ପିଂ ଭଗବାନ ଦାସ, ଲକ୍ଷ୍ମୀ ଦାସ, ରବି ଦାସ, ଭାଗ ଦାସ, ଅର୍ଜ୍ଜୁ ଦାସ ପିଂ କୃଷ୍ଣ ଦାସ, ଉଦୟ ଦାସ ବାନ: ଦେଶିକୁ ବା: ନିବାସୀ (272, 1035, 473, 1073)
serial-number: 477 (480, 367, 507, 475)
total-area: 0.0790 (156, 997, 187, 1035)
serial-number: 485 (480, 1162, 507, 1247)
column-number: 1 (480, 37, 507, 43)
table-row (5, 921, 473, 959)
total-area: 0.0200 (628, 1332, 658, 1417)
total-area: 0.0405 (156, 453, 187, 561)
khata-number: 64 (88, 237, 122, 345)
table-row (5, 561, 473, 591)
table-row (480, 259, 942, 367)
village-name: ଦୁବରାକୀ (32, 561, 88, 591)
land-class: ଶାରଦ ଅନ୍ତର୍ଭୁକ୍ତ ଏକ (232, 1219, 272, 1327)
serial-number: 487 (480, 1332, 507, 1417)
table-row (5, 1111, 473, 1219)
serial-number: 470 (5, 1073, 32, 1111)
table-row (5, 997, 473, 1035)
serial-number: 467 (5, 959, 32, 997)
total-area: 0.0405 (156, 629, 187, 737)
column-number: 8 (741, 37, 942, 43)
column-number: 2 (32, 37, 88, 43)
owner-names: ଦେବିରାଣୀ ମାଝୀ, ମାଲୁତି ମାଝୀ, ଲକ୍ଷ୍ମୀଧର ମାଝୀ, ପାର୍ବ୍ବତୀ ମାଝୀ, ସୁଭ ମାଝୀ ପିଂ ଗୋବିନ୍ଦ ମାଝୀ, ସର୍ବେଶ୍ୱର ମାଝୀ, ପୂର୍ଣ୍ଣଚନ୍ଦ୍ର ମାଝୀ, ପ୍ରମୋଦ ମାଝୀ, ଦୁର୍ଯ୍ୟୋଧନ, ଘନଶ୍ୟାମ ମାଝୀ ପିଂ ହେରମ୍ବ ମାଝୀ, ରଘୁନାଥ ମାଝୀ, ପ୍ରଭାକର ମାଝୀ, ଦାମୋଦର ପିଂ ଭୁବନ ମାଝୀ, ଜଗନ୍ନାଥ ସାହୁ, ଶିବ ସାହୁ, ହରି ସାହୁ, କୃଷ୍ଣ ସାହୁ, ସମ୍ପଦ ସାହୁ, ଭାରତ ସାହୁ, ଜଗନ୍ନାଥ ପ୍ରସାଦ ସାହୁ, ବିଦ୍ୟାଧର ସାହୁ, ଶ୍ରୀମତୀ ସାହୁ, ଭାଗବତ ସାହୁ, ଦିବାକର ସାହୁ, ଲକ୍ଷ୍ମଣ ସାହୁ, ଶଙ୍କର ସାହୁ, ନିତ୍ୟାନନ୍ଦ ସାହୁ, ପ୍ରଫୁଲ୍ଲ ସାହୁ, କୁଞ୍ଜବିହାରୀ ସାହୁ, ପ୍ରଦୀପ ସାହୁ ପିଂ ରାମଚନ୍ଦ୍ର ସାହୁ, ଆଦିତ୍ୟ ସାହୁ, ସୁବାସ ସାହୁ ପିଂ କୃଷ୍ଣ ସାହୁ ବାନ: ବାଲିଗାଁ ବା: ନିବାସୀ (272, 237, 473, 345)
khata-number: 60 (88, 119, 122, 157)
proposed-area: 0.0160 (658, 1247, 702, 1332)
village-name: ଦୁବରାକୀ (32, 845, 88, 883)
total-area: 0.0245 (628, 1417, 658, 1500)
village-name: ଦୁବରାକୀ (32, 883, 88, 921)
proposed-area: 0.0280 (658, 907, 702, 992)
plot-number: 480 P (595, 992, 628, 1077)
table-row (5, 453, 473, 561)
proposed-area: 0.0365 (658, 1077, 702, 1162)
village-name: ଦୁବରାକୀ (32, 1073, 88, 1111)
total-area: 0.0365 (628, 992, 658, 1077)
serial-number: 472 (5, 1219, 32, 1327)
header-land-class: କିସମ (232, 19, 272, 38)
land-class: ଶାରଦ ଅନ୍ତର୍ଭୁକ୍ତ ଦୁଇ (702, 1247, 741, 1332)
serial-number: 483 (480, 992, 507, 1077)
plot-number: 483 (595, 1247, 628, 1332)
serial-number: 484 (480, 1077, 507, 1162)
owner-names: ଦେବିରାଣୀ ମାଝୀ, ମାଲୁତି ମାଝୀ, ଲକ୍ଷ୍ମୀଧର ମାଝୀ, ପାର୍ବ୍ବତୀ ମାଝୀ, ସୁଭ ମାଝୀ ପିଂ ଗୋବିନ୍ଦ ମାଝୀ, ସର୍ବେଶ୍ୱର ମାଝୀ, ପୂର୍ଣ୍ଣଚନ୍ଦ୍ର ମାଝୀ, ପ୍ରମୋଦ ମାଝୀ, ଦୁର୍ଯ୍ୟୋଧନ, ଘନଶ୍ୟାମ ମାଝୀ ପିଂ ହେରମ୍ବ ମାଝୀ, ରଘୁନାଥ ମାଝୀ, ପ୍ରଭାକର ମାଝୀ, ଦାମୋଦର ପିଂ ଭୁବନ ମାଝୀ, ଜଗନ୍ନାଥ ସାହୁ, ଶିବ ସାହୁ, ହରି ସାହୁ, କୃଷ୍ଣ ସାହୁ, ସମ୍ପଦ ସାହୁ, ଭାରତ ସାହୁ, ଜଗନ୍ନାଥ ପ୍ରସାଦ ସାହୁ, ବିଦ୍ୟାଧର ସାହୁ, ଶ୍ରୀମତୀ ସାହୁ, ଭାଗବତ ସାହୁ, ଦିବାକର ସାହୁ, ଲକ୍ଷ୍ମଣ ସାହୁ, ଶଙ୍କର ସାହୁ, ନିତ୍ୟାନନ୍ଦ ସାହୁ, ପ୍ରଫୁଲ୍ଲ ସାହୁ, କୁଞ୍ଜବିହାରୀ ସାହୁ, ପ୍ରଦୀପ ସାହୁ ପିଂ ରାମଚନ୍ଦ୍ର ସାହୁ, ଆଦିତ୍ୟ ସାହୁ, ସୁବାସ ସାହୁ ପିଂ କୃଷ୍ଣ ସାହୁ ବାନ: ବାଲିଗାଁ ବା: ନିବାସୀ (741, 43, 942, 151)
plot-number: 476 (595, 583, 628, 691)
owner-names: ଦେବିରାଣୀ ମାଝୀ, ମାଲୁତି ମାଝୀ, ଲକ୍ଷ୍ମୀଧର ମାଝୀ, ପାର୍ବ୍ବତୀ ମାଝୀ, ସୁଭ ମାଝୀ ପିଂ ଗୋବିନ୍ଦ ମାଝୀ, ସର୍ବେଶ୍ୱର ମାଝୀ, ପୂର୍ଣ୍ଣଚନ୍ଦ୍ର ମାଝୀ, ପ୍ରମୋଦ ମାଝୀ, ଦୁର୍ଯ୍ୟୋଧନ, ଘନଶ୍ୟାମ ମାଝୀ ପିଂ ହେରମ୍ବ ମାଝୀ, ରଘୁନାଥ ମାଝୀ, ପ୍ରଭାକର ମାଝୀ, ଦାମୋଦର ପିଂ ଭୁବନ ମାଝୀ, ଜଗନ୍ନାଥ ସାହୁ, ଶିବ ସାହୁ, ହରି ସାହୁ, କୃଷ୍ଣ ସାହୁ, ସମ୍ପଦ ସାହୁ, ଭାରତ ସାହୁ, ଜଗନ୍ନାଥ ପ୍ରସାଦ ସାହୁ, ବିଦ୍ୟାଧର ସାହୁ, ଶ୍ରୀମତୀ ସାହୁ, ଭାଗବତ ସାହୁ, ଦିବାକର ସାହୁ, ଲକ୍ଷ୍ମଣ ସାହୁ, ଶଙ୍କର ସାହୁ, ନିତ୍ୟାନନ୍ଦ ସାହୁ, ପ୍ରଫୁଲ୍ଲ ସାହୁ, କୁଞ୍ଜବିହାରୀ ସାହୁ, ପ୍ରଦୀପ ସାହୁ ପିଂ ରାମଚନ୍ଦ୍ର ସାହୁ, ଆଦିତ୍ୟ ସାହୁ, ସୁବାସ ସାହୁ ପିଂ କୃଷ୍ଣ ସାହୁ ବାନ: ବାଲିଗାଁ ବା: ନିବାସୀ (272, 157, 473, 237)
column-number: 4 (595, 37, 628, 43)
plot-number: 425 (122, 737, 156, 845)
plot-number: 467 (122, 1219, 156, 1327)
table-row (5, 629, 473, 737)
village-name: ଦୁବରାକୀ (32, 591, 88, 629)
land-acquisition-table-right (479, 18, 942, 1500)
khata-number: 60 (88, 883, 122, 921)
proposed-area: 0.0080 (658, 992, 702, 1077)
total-area: 0.1240 (156, 237, 187, 345)
total-area: 0.0445 (628, 259, 658, 367)
land-class: ଶାରଦ ଅନ୍ତର୍ଭୁକ୍ତ ଏକ (702, 151, 741, 259)
land-class: ଶାରଦ ଅନ୍ତର୍ଭୁକ୍ତ ଏକ (702, 367, 741, 475)
plot-number: 423 (122, 591, 156, 629)
owner-names: ଦେବିରାଣୀ ମାଝୀ, ମାଲୁତି ମାଝୀ, ଲକ୍ଷ୍ମୀଧର ମାଝୀ, ପାର୍ବ୍ବତୀ ମାଝୀ, ସୁଭ ମାଝୀ ପିଂ ଗୋବିନ୍ଦ ମାଝୀ, ସର୍ବେଶ୍ୱର ମାଝୀ, ପୂର୍ଣ୍ଣଚନ୍ଦ୍ର ମାଝୀ, ପ୍ରମୋଦ ମାଝୀ, ଦୁର୍ଯ୍ୟୋଧନ, ଘନଶ୍ୟାମ ମାଝୀ ପିଂ ହେରମ୍ବ ମାଝୀ, ରଘୁନାଥ ମାଝୀ, ପ୍ରଭାକର ମାଝୀ, ଦାମୋଦର ପିଂ ଭୁବନ ମାଝୀ, ଜଗନ୍ନାଥ ସାହୁ, ଶିବ ସାହୁ, ହରି ସାହୁ, କୃଷ୍ଣ ସାହୁ, ସମ୍ପଦ ସାହୁ, ଭାରତ ସାହୁ, ଜଗନ୍ନାଥ ପ୍ରସାଦ ସାହୁ, ବିଦ୍ୟାଧର ସାହୁ, ଶ୍ରୀମତୀ ସାହୁ, ଭାଗବତ ସାହୁ, ଦିବାକର ସାହୁ, ଲକ୍ଷ୍ମଣ ସାହୁ, ଶଙ୍କର ସାହୁ, ନିତ୍ୟାନନ୍ଦ ସାହୁ, ପ୍ରଫୁଲ୍ଲ ସାହୁ, କୁଞ୍ଜବିହାରୀ ସାହୁ, ପ୍ରଦୀପ ସାହୁ ପିଂ ରାମଚନ୍ଦ୍ର ସାହୁ, ଆଦିତ୍ୟ ସାହୁ, ସୁବାସ ସାହୁ ପିଂ କୃଷ୍ଣ ସାହୁ ବାନ: ବାଲିଗାଁ ବା: ନିବାସୀ (272, 629, 473, 737)
table-row (5, 1073, 473, 1111)
table-row (5, 119, 473, 157)
land-class: ଶାରଦ ଅନ୍ତର୍ଭୁକ୍ତ ଦୁଇ (232, 561, 272, 591)
serial-number: 461 (5, 591, 32, 629)
owner-names: ସାହୁ ସାହୁ, ପ୍ରଭାତ ସାହୁ, ଅଧିକାରୀ ସାହୁ, ମଧୁ ସାହୁ, ଭୁବନେଶ୍ୱରୀ ସାହୁ, ଦେବୀପ୍ରସାଦ ସାହୁ ପିଂ ଗୋପାଳ ସାହୁ, ସୁଜାତା ସାହୁ, ରାଧାମୋହନ ସାହୁ, ମାଳିକ ସାହୁ, ଗୁରୁ ପ୍ରସାଦ, ପୂର୍ଣ୍ଣ ସାହୁ, ଜଗଦାନନ୍ଦ, ଜାନକୀ ସାହୁ, ଧନେଶ୍ୱର ସାହୁ, ଲକ୍ଷ୍ମୀ ସାହୁ, ସୋମ ସାହୁ, ବନ୍ଧୁ ସାହୁ, ଗୀତା ସାହୁ, ନାରାୟଣ ସାହୁ, ସନ୍ତୋଷ ସାହୁ, ଅଭିମନ୍ୟୁ ସାହୁ, ସରୋଜ ସାହୁ, ପ୍ରଶାନ୍ତ ସାହୁ, ଶିଶିର ସାହୁ ପିଂ ମହାଦେବ ସାହୁ, ଭରତ ସାହୁ, କାର୍ତ୍ତିକ ସାହୁ, ଗୌରୀ ସାହୁ, ଶିବ ସାହୁ ବାନ: ଦୁବରାକୀ ବା: ନିବାସୀ (741, 1077, 942, 1162)
khata-number: 25 (562, 1332, 595, 1417)
total-area: 0.0220 (628, 1162, 658, 1247)
khata-number: 64 (562, 475, 595, 583)
proposed-area: 0.0220 (658, 1162, 702, 1247)
plot-number: 484 (595, 1332, 628, 1417)
land-class: ଶାରଦ ଅନ୍ତର୍ଭୁକ୍ତ ଏକ (702, 691, 741, 799)
land-class: ଶାରଦ ଅନ୍ତର୍ଭୁକ୍ତ ଏକ (232, 629, 272, 737)
serial-number: 453 (5, 43, 32, 81)
table-row (480, 367, 942, 475)
serial-number: 455 (5, 119, 32, 157)
plot-number: 419 P (122, 237, 156, 345)
land-class: ଶାରଦ ଅନ୍ତର୍ଭୁକ୍ତ ଏକ (702, 583, 741, 691)
proposed-area: 0.0120 (187, 1327, 232, 1435)
table-row (5, 81, 473, 119)
total-area: 0.0280 (628, 907, 658, 992)
land-class: ଶାରଦ ଅନ୍ତର୍ଭୁକ୍ତ ଏକ (232, 1327, 272, 1435)
village-name: ଦୁବରାକୀ (32, 81, 88, 119)
village-name: ଦୁବରାକୀ (507, 907, 562, 992)
land-class: ଶାରଦ ଅନ୍ତର୍ଭୁକ୍ତ ଏକ (232, 453, 272, 561)
khata-number: 25 (562, 1077, 595, 1162)
plot-number: 426 (122, 845, 156, 883)
proposed-area: 0.0324 (187, 157, 232, 237)
plot-number: 412 P (122, 119, 156, 157)
plot-number: 411 P (122, 81, 156, 119)
plot-number: 429 (122, 959, 156, 997)
